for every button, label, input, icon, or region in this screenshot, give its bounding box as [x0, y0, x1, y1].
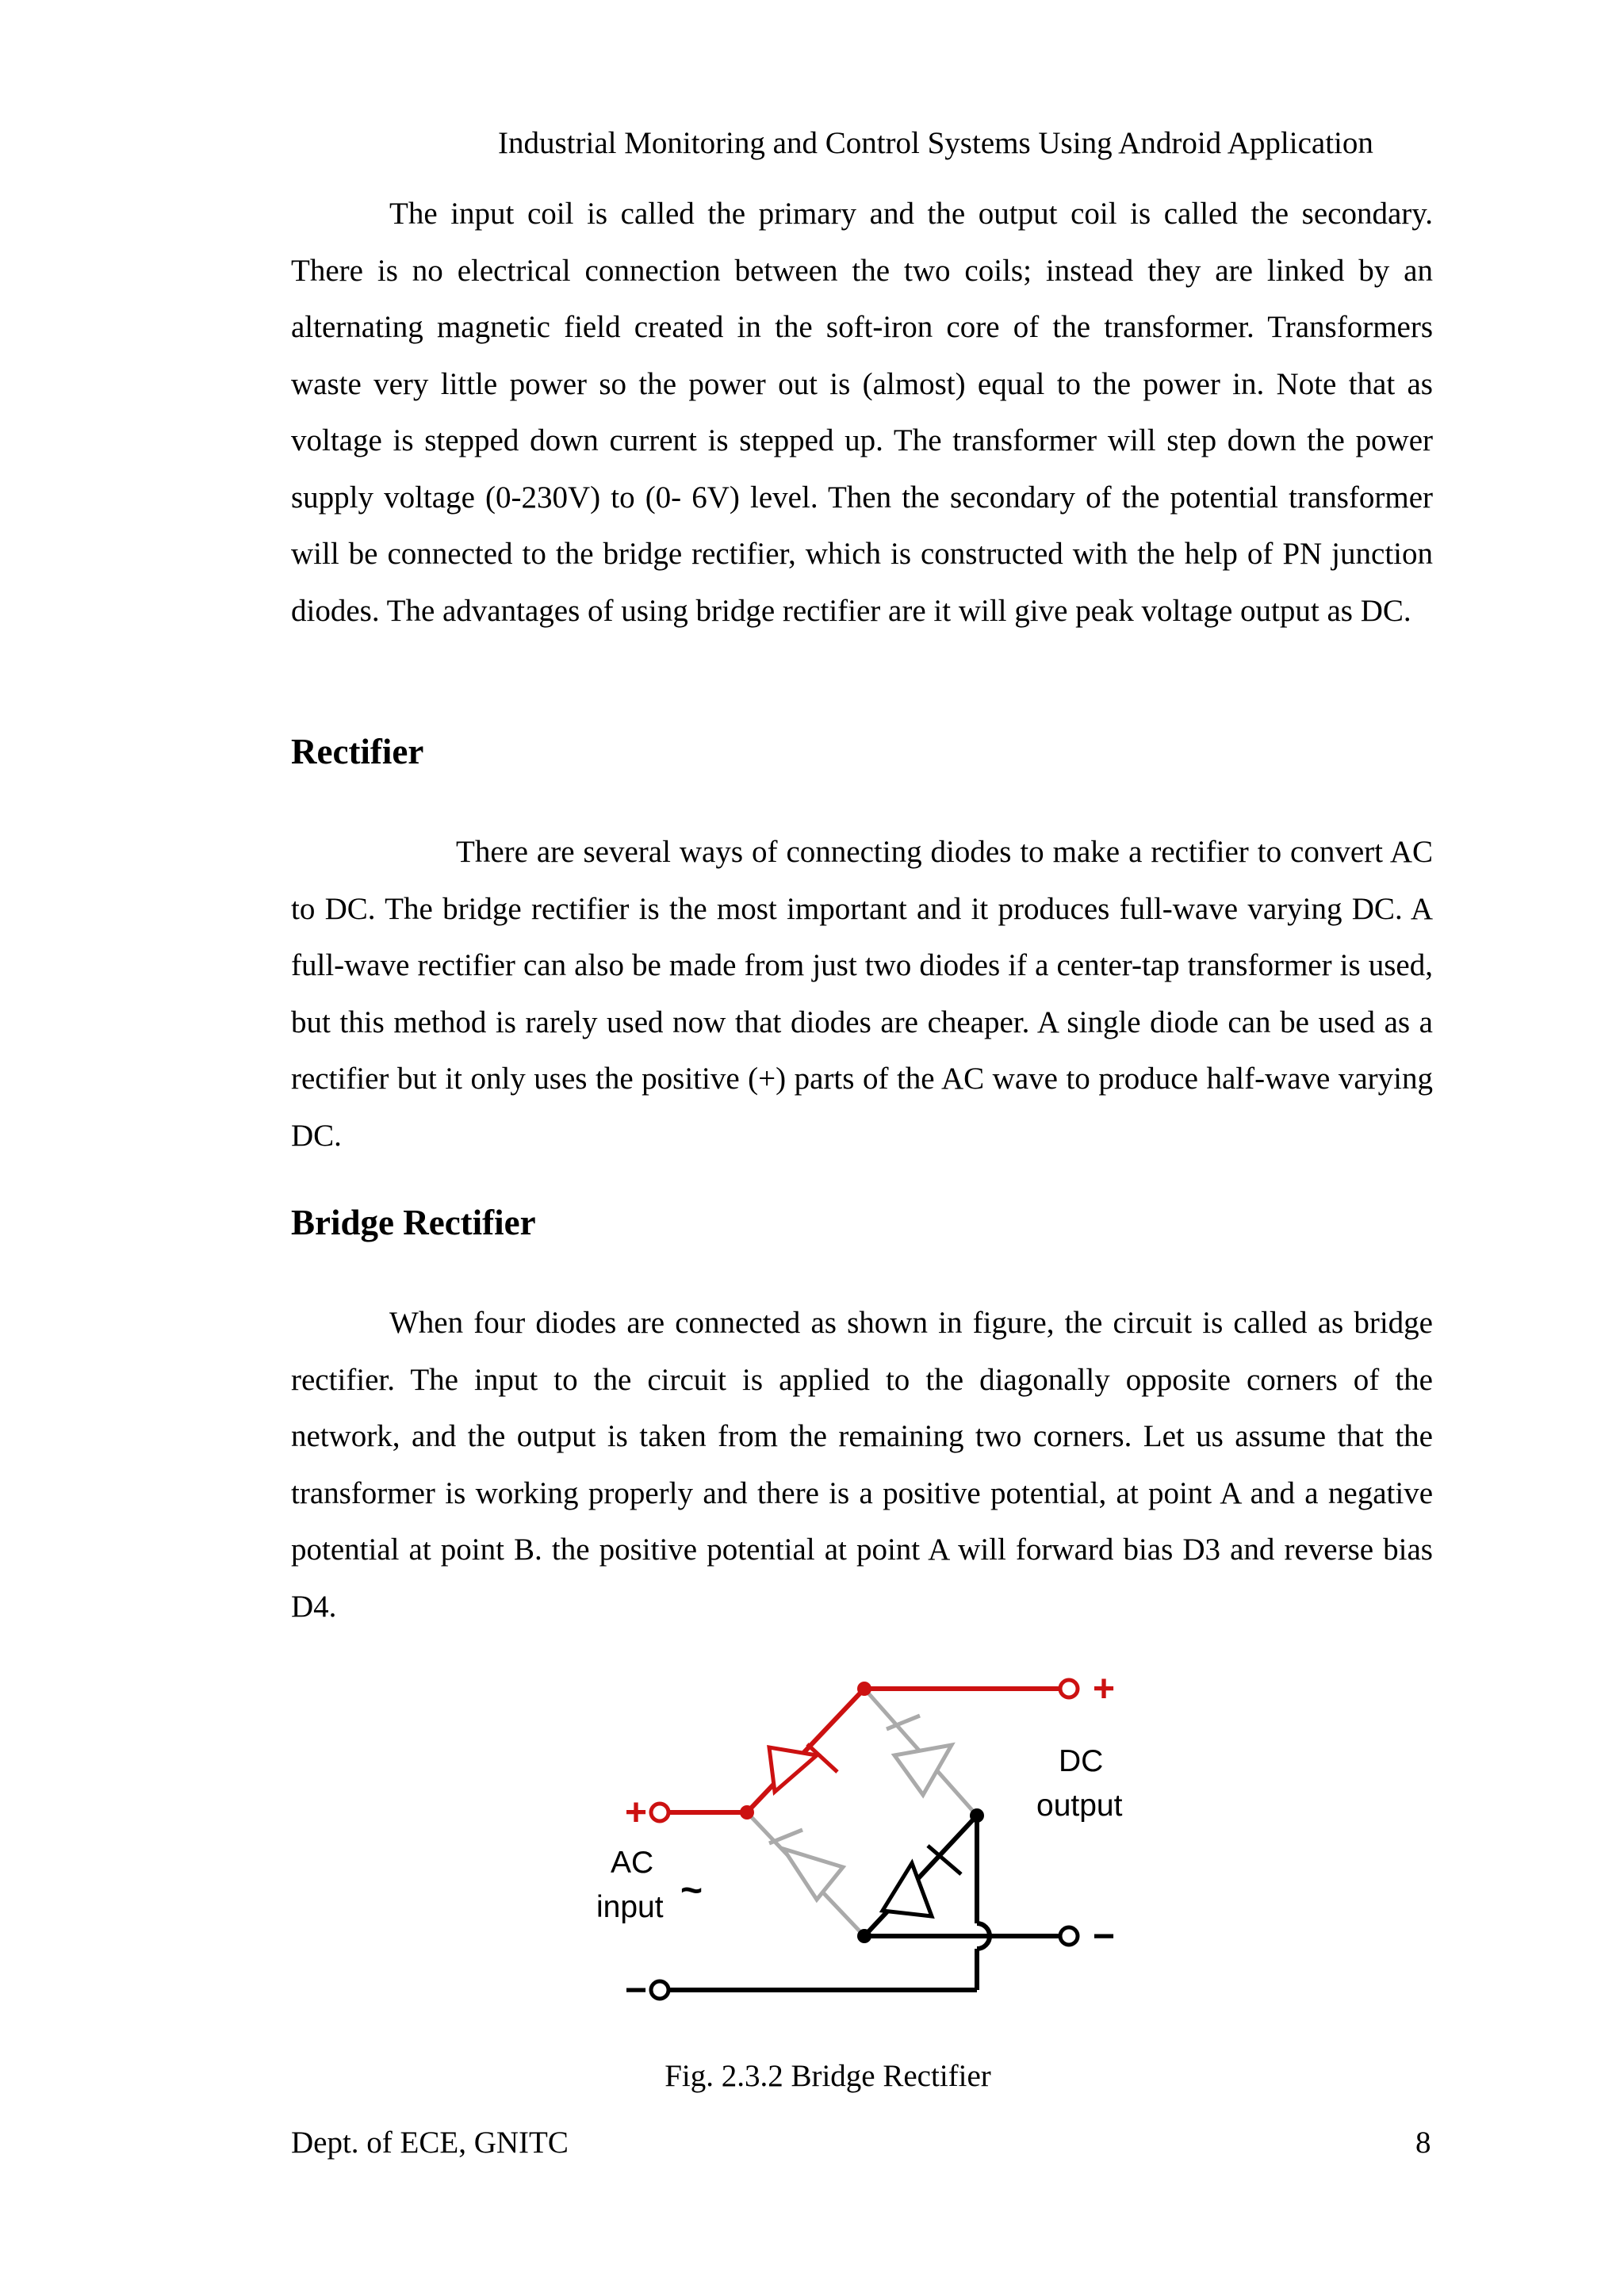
paragraph-intro: The input coil is called the primary and the output coil is called the secondary. There is no electrical connection between the two coils; instead they are linked by an alternating magnetic field created in the soft-iron core of the transformer. Transformers waste very little power so the power out is (almost) equal to the power in. Note that as voltage is stepped down current is stepped up. The transformer will step down the power supply voltage (0-230V) to (0- 6V) level. Then the secondary of the potential transformer will be connected to the bridge rectifier, which is constructed with the help of PN junction diodes. The advantages of using bridge rectifier are it will give peak voltage output as DC. [291, 197, 1433, 628]
dc-minus-sign: − [1093, 1915, 1116, 1957]
terminal-ac-plus [651, 1804, 668, 1821]
ac-input-label-line1: AC [611, 1846, 654, 1880]
terminal-dc-minus [1060, 1927, 1078, 1945]
black-wiring [666, 1816, 1069, 1990]
paragraph-rectifier: There are several ways of connecting diodes to make a rectifier to convert AC to DC. The bridge rectifier is the most important and it produces full-wave varying DC. A full-wave rectifier can also be made from just two diodes if a center-tap transformer is used, but this method is rarely used now that diodes are cheaper. A single diode can be used as a rectifier but it only uses the positive (+) parts of the AC wave to produce half-wave varying DC. [291, 835, 1433, 1153]
junction-bottom [857, 1929, 871, 1943]
diode-top-right [864, 1689, 977, 1816]
dc-plus-sign: + [1093, 1668, 1116, 1710]
junction-right [970, 1808, 984, 1823]
heading-rectifier: Rectifier [291, 732, 424, 771]
ac-input-label-line2: input [596, 1890, 664, 1924]
ac-plus-sign: + [625, 1792, 648, 1834]
bridge-rectifier-diagram [579, 1657, 1150, 2022]
page-header: Industrial Monitoring and Control Systems Using Android Application [498, 126, 1373, 160]
heading-bridge-rectifier: Bridge Rectifier [291, 1203, 536, 1242]
terminal-dc-plus [1060, 1680, 1078, 1697]
junction-left [740, 1805, 754, 1820]
terminal-ac-minus [651, 1981, 668, 1999]
diode-top-left [769, 1744, 837, 1792]
figure-caption: Fig. 2.3.2 Bridge Rectifier [665, 2059, 991, 2093]
dc-output-label-line2: output [1036, 1789, 1123, 1823]
paragraph-bridge: When four diodes are connected as shown in figure, the circuit is called as bridge rectifier. The input to the circuit is applied to the diagonally opposite corners of the network, and the output is taken from the remaining two corners. Let us assume that the transformer is working properly and there is a positive potential, at point A and a negative potential at point B. the positive potential at point A will forward bias D3 and reverse bias D4. [291, 1306, 1433, 1624]
diode-bottom-right [883, 1846, 961, 1916]
red-active-path [666, 1689, 1069, 1812]
footer-page-number: 8 [1415, 2126, 1431, 2160]
bridge-rectifier-figure [579, 1657, 1150, 2022]
footer-department: Dept. of ECE, GNITC [291, 2126, 569, 2160]
ac-minus-sign: − [625, 1969, 648, 2011]
diode-bottom-left [747, 1812, 864, 1936]
ac-tilde-symbol: ~ [680, 1869, 703, 1911]
dc-output-label-line1: DC [1059, 1744, 1104, 1778]
junction-top [857, 1682, 871, 1696]
